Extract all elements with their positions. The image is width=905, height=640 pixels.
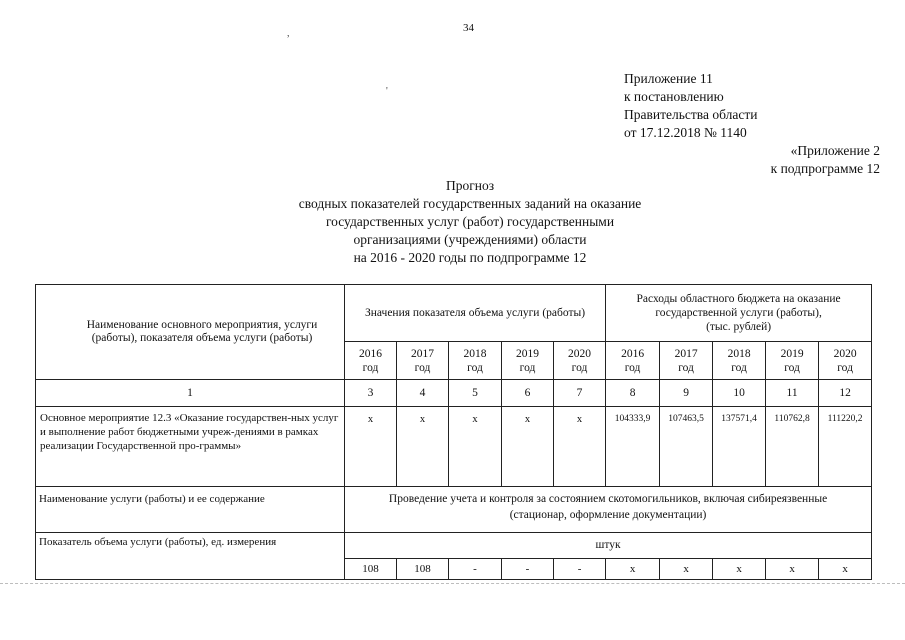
year-cell: 2016 год	[345, 342, 397, 380]
header-budget-line: государственной услуги (работы),	[655, 307, 822, 319]
indicator-row	[36, 533, 872, 559]
title-line: сводных показателей государственных заданий на оказание	[298, 196, 642, 211]
scan-mark: '	[386, 86, 388, 97]
approval-block	[624, 70, 757, 142]
annex-block	[771, 142, 880, 178]
service-name-line: Проведение учета и контроля за состоянием скотомогильников, включая сибиреязвенные	[388, 493, 828, 505]
title-line: Прогноз	[445, 178, 495, 193]
header-budget-line: (тыс. рублей)	[706, 321, 772, 333]
column-number: 6	[502, 380, 554, 407]
main-event-value: 137571,4	[713, 407, 766, 487]
scan-mark: ,	[287, 28, 290, 39]
approval-line: от 17.12.2018 № 1140	[624, 125, 747, 140]
page-bottom-line	[0, 583, 905, 584]
service-name-row	[36, 487, 872, 533]
title-line: на 2016 - 2020 годы по подпрограмме 12	[353, 250, 587, 265]
year-cell: 2016 год	[606, 342, 660, 380]
column-number: 12	[819, 380, 872, 407]
indicator-value: 108	[397, 559, 449, 580]
approval-line: Приложение 11	[624, 71, 713, 86]
column-number: 4	[397, 380, 449, 407]
main-event-value: х	[345, 407, 397, 487]
title-line: государственных услуг (работ) государственными	[325, 214, 615, 229]
main-event-value: 107463,5	[660, 407, 713, 487]
column-number: 5	[449, 380, 502, 407]
column-number: 10	[713, 380, 766, 407]
year-cell: 2019 год	[766, 342, 819, 380]
indicator-value: х	[660, 559, 713, 580]
year-cell: 2019 год	[502, 342, 554, 380]
main-event-value: х	[449, 407, 502, 487]
indicator-value: -	[449, 559, 502, 580]
main-event-value: х	[397, 407, 449, 487]
main-event-name: Основное мероприятие 12.3 «Оказание государствен-ных услуг и выполнение работ бюджетными учреж-дениями в рамках реализации Государственной про-граммы»	[36, 407, 345, 487]
annex-line: «Приложение 2	[790, 143, 880, 158]
indicator-value: х	[606, 559, 660, 580]
indicator-value: х	[713, 559, 766, 580]
main-event-value: 110762,8	[766, 407, 819, 487]
main-event-value: 111220,2	[819, 407, 872, 487]
column-number: 7	[554, 380, 606, 407]
year-cell: 2020 год	[554, 342, 606, 380]
column-numbers-row	[36, 380, 872, 407]
indicator-label: Показатель объема услуги (работы), ед. измерения	[36, 533, 345, 580]
column-number: 11	[766, 380, 819, 407]
year-cell: 2020 год	[819, 342, 872, 380]
approval-line: к постановлению	[624, 89, 724, 104]
column-number: 1	[36, 380, 345, 407]
column-number: 9	[660, 380, 713, 407]
main-event-value: х	[502, 407, 554, 487]
indicator-value: -	[502, 559, 554, 580]
service-name-line: (стационар, оформление документации)	[509, 509, 707, 521]
header-row	[36, 285, 872, 342]
main-event-row	[36, 407, 872, 487]
indicator-unit: штук	[345, 533, 872, 559]
page-number: 34	[463, 22, 474, 34]
indicator-value: х	[766, 559, 819, 580]
main-event-value: х	[554, 407, 606, 487]
indicator-value: 108	[345, 559, 397, 580]
year-cell: 2017 год	[660, 342, 713, 380]
title-line: организациями (учреждениями) области	[353, 232, 587, 247]
service-name-value	[345, 487, 872, 533]
header-volume-cell: Значения показателя объема услуги (работы)	[345, 285, 606, 342]
main-event-value: 104333,9	[606, 407, 660, 487]
year-cell: 2018 год	[713, 342, 766, 380]
header-budget-line: Расходы областного бюджета на оказание	[636, 293, 841, 305]
column-number: 8	[606, 380, 660, 407]
header-budget-cell	[606, 285, 872, 342]
header-name-cell: Наименование основного мероприятия, услуги (работы), показателя объема услуги (работы)	[36, 285, 345, 380]
service-name-label: Наименование услуги (работы) и ее содержание	[36, 487, 345, 533]
forecast-table	[35, 284, 872, 580]
annex-line: к подпрограмме 12	[770, 161, 880, 176]
approval-line: Правительства области	[624, 107, 758, 122]
indicator-value: -	[554, 559, 606, 580]
year-cell: 2018 год	[449, 342, 502, 380]
year-cell: 2017 год	[397, 342, 449, 380]
indicator-value: х	[819, 559, 872, 580]
document-title	[240, 177, 700, 267]
column-number: 3	[345, 380, 397, 407]
